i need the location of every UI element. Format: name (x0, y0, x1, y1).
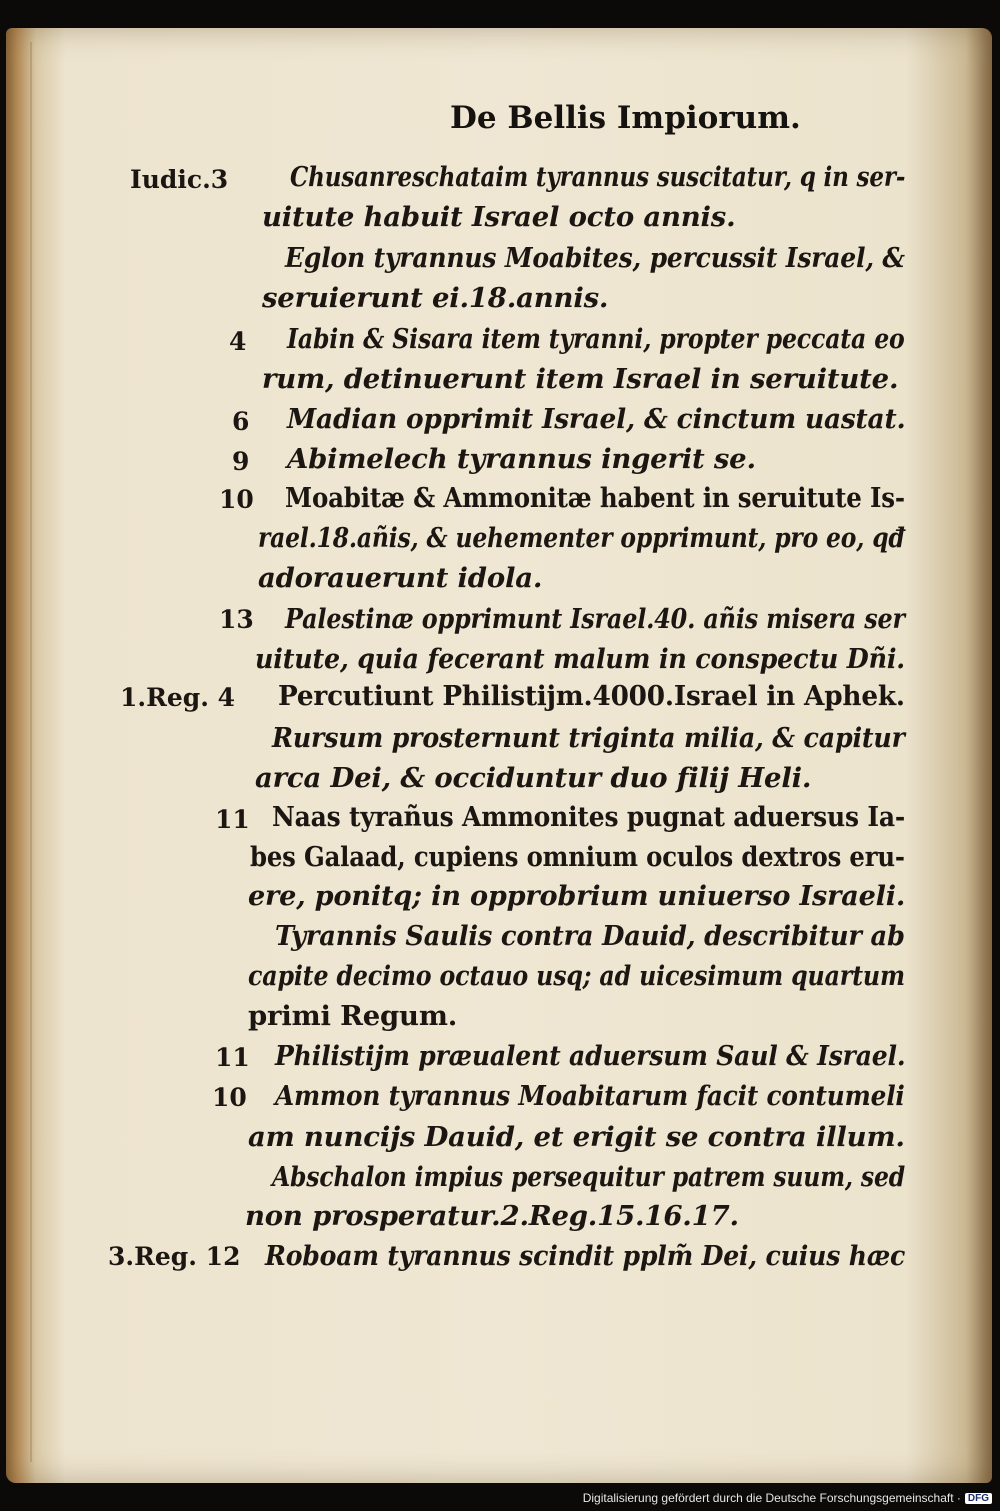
credit-text: Digitalisierung gefördert durch die Deutsche Forschungsgemeinschaft · (582, 1491, 961, 1505)
text-line: non prosperatur.2.Reg.15.16.17. (245, 1200, 739, 1232)
text-line: Madian opprimit Israel, & cinctum uastat. (287, 403, 906, 435)
margin-note: 9 (232, 447, 250, 476)
margin-note: 10 (212, 1083, 247, 1112)
text-line: Tyrannis Saulis contra Dauid, describitur ab (275, 920, 905, 952)
text-line: Percutiunt Philistijm.4000.Israel in Aphek. (278, 680, 905, 712)
text-line: Chusanreschataim tyrannus suscitatur, q in ser- (290, 161, 906, 193)
text-line: Moabitæ & Ammonitæ habent in seruitute Is- (285, 482, 905, 514)
text-line: capite decimo octauo usq; ad uicesimum quartum (248, 960, 905, 992)
margin-note: 10 (219, 485, 254, 514)
text-line: adorauerunt idola. (258, 562, 543, 594)
text-line: Ammon tyrannus Moabitarum facit contumeli (275, 1080, 905, 1112)
text-line: ere, ponitq; in opprobrium uniuerso Israeli. (248, 880, 906, 912)
margin-note: Iudic.3 (130, 165, 229, 194)
digitization-credit (583, 1491, 992, 1505)
text-line: Roboam tyrannus scindit pplm̃ Dei, cuius hæc (265, 1240, 906, 1272)
text-line: Abschalon impius persequitur patrem suum, sed (272, 1161, 905, 1193)
text-line: Iabin & Sisara item tyranni, propter peccata eo (287, 323, 905, 355)
text-line: Abimelech tyrannus ingerit se. (287, 443, 756, 475)
text-line: arca Dei, & occiduntur duo filij Heli. (255, 762, 812, 794)
text-line: rael.18.añis, & uehementer opprimunt, pro eo, qđ (258, 522, 905, 554)
text-line: Rursum prosternunt triginta milia, & capitur (272, 722, 905, 754)
text-line: seruierunt ei.18.annis. (262, 282, 609, 314)
margin-note: 3.Reg. 12 (108, 1242, 241, 1271)
margin-note: 11 (215, 805, 250, 834)
text-line: uitute habuit Israel octo annis. (262, 201, 736, 233)
margin-note: 1.Reg. 4 (120, 683, 236, 712)
text-line: uitute, quia fecerant malum in conspectu Dñi. (255, 643, 905, 675)
text-line: Palestinæ opprimunt Israel.40. añis misera ser (285, 603, 905, 635)
text-line: bes Galaad, cupiens omnium oculos dextros eru- (250, 841, 905, 873)
margin-note: 6 (232, 407, 250, 436)
text-line: am nuncijs Dauid, et erigit se contra illum. (248, 1121, 905, 1153)
margin-note: 4 (229, 327, 247, 356)
text-line: Eglon tyrannus Moabites, percussit Israel, & (285, 242, 905, 274)
text-line: Philistijm præualent aduersum Saul & Israel. (275, 1040, 906, 1072)
running-header: De Bellis Impiorum. (450, 100, 801, 136)
margin-note: 11 (215, 1043, 250, 1072)
text-line: primi Regum. (248, 1000, 458, 1032)
margin-note: 13 (219, 605, 254, 634)
dfg-logo: DFG (965, 1493, 992, 1504)
text-line: Naas tyrañus Ammonites pugnat aduersus Ia- (272, 801, 906, 833)
text-line: rum, detinuerunt item Israel in seruitute. (262, 363, 899, 395)
